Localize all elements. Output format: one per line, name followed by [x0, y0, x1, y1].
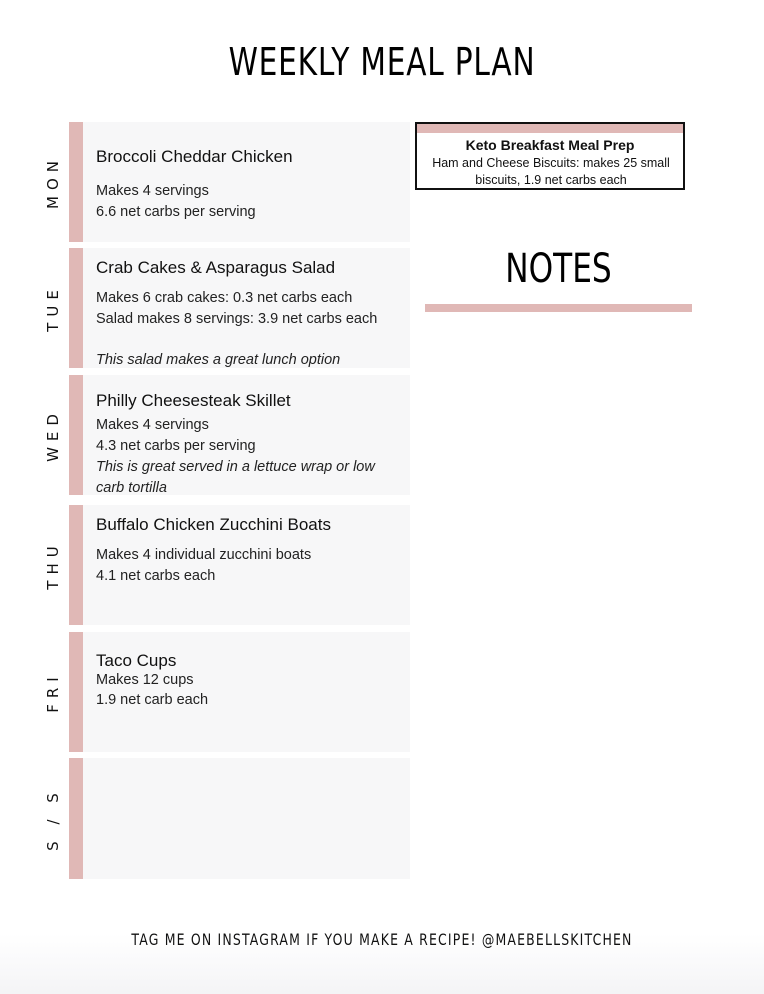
recipe-detail: Makes 4 individual zucchini boats — [96, 547, 312, 563]
meal-prep-box — [415, 122, 685, 190]
recipe-detail: Salad makes 8 servings: 3.9 net carbs each — [96, 311, 378, 327]
recipe-title: Buffalo Chicken Zucchini Boats — [96, 515, 331, 534]
notes-divider — [425, 304, 692, 312]
recipe-detail: Makes 4 servings — [96, 183, 209, 199]
recipe-detail: Makes 4 servings — [96, 417, 209, 433]
day-label: FRI — [44, 671, 62, 713]
recipe-title: Philly Cheesesteak Skillet — [96, 391, 291, 410]
recipe-title: Taco Cups — [96, 651, 177, 670]
day-label: THU — [44, 540, 62, 590]
recipe-title: Crab Cakes & Asparagus Salad — [96, 258, 336, 277]
page-title: WEEKLY MEAL PLAN — [228, 40, 536, 84]
day-accent-bar — [69, 375, 83, 495]
day-label: MON — [44, 155, 62, 209]
day-label: TUE — [44, 284, 62, 332]
meal-prep-accent-band — [417, 124, 683, 133]
day-box — [83, 375, 410, 495]
meal-prep-title: Keto Breakfast Meal Prep — [465, 137, 635, 153]
day-label: S / S — [44, 786, 62, 851]
recipe-detail: 6.6 net carbs per serving — [96, 204, 256, 220]
day-accent-bar — [69, 505, 83, 625]
day-row-tue — [37, 248, 410, 368]
day-label: WED — [44, 408, 62, 462]
recipe-detail: Makes 6 crab cakes: 0.3 net carbs each — [96, 290, 353, 306]
day-box — [83, 122, 410, 242]
recipe-note: This is great served in a lettuce wrap or low carb tortilla — [96, 459, 375, 496]
recipe-detail: 4.1 net carbs each — [96, 568, 216, 584]
day-accent-bar — [69, 122, 83, 242]
day-row-wed — [37, 375, 410, 495]
recipe-detail: 1.9 net carb each — [96, 692, 209, 708]
notes-title: NOTES — [505, 246, 612, 292]
meal-prep-text: Ham and Cheese Biscuits: makes 25 small biscuits, 1.9 net carbs each — [432, 156, 670, 187]
day-row-mon — [37, 122, 410, 242]
recipe-note: This salad makes a great lunch option — [96, 352, 341, 368]
day-row-fri — [37, 632, 410, 752]
day-accent-bar — [69, 758, 83, 879]
day-accent-bar — [69, 248, 83, 368]
day-box — [83, 248, 410, 368]
day-row-thu — [37, 505, 410, 625]
recipe-detail: Makes 12 cups — [96, 672, 194, 688]
footer-instagram-tag: TAG ME ON INSTAGRAM IF YOU MAKE A RECIPE! @MAEBELLSKITCHEN — [131, 930, 633, 949]
day-row-weekend — [37, 758, 410, 879]
recipe-detail: 4.3 net carbs per serving — [96, 438, 256, 454]
recipe-title: Broccoli Cheddar Chicken — [96, 147, 293, 166]
day-box — [83, 758, 410, 879]
day-box — [83, 505, 410, 625]
day-box — [83, 632, 410, 752]
day-accent-bar — [69, 632, 83, 752]
